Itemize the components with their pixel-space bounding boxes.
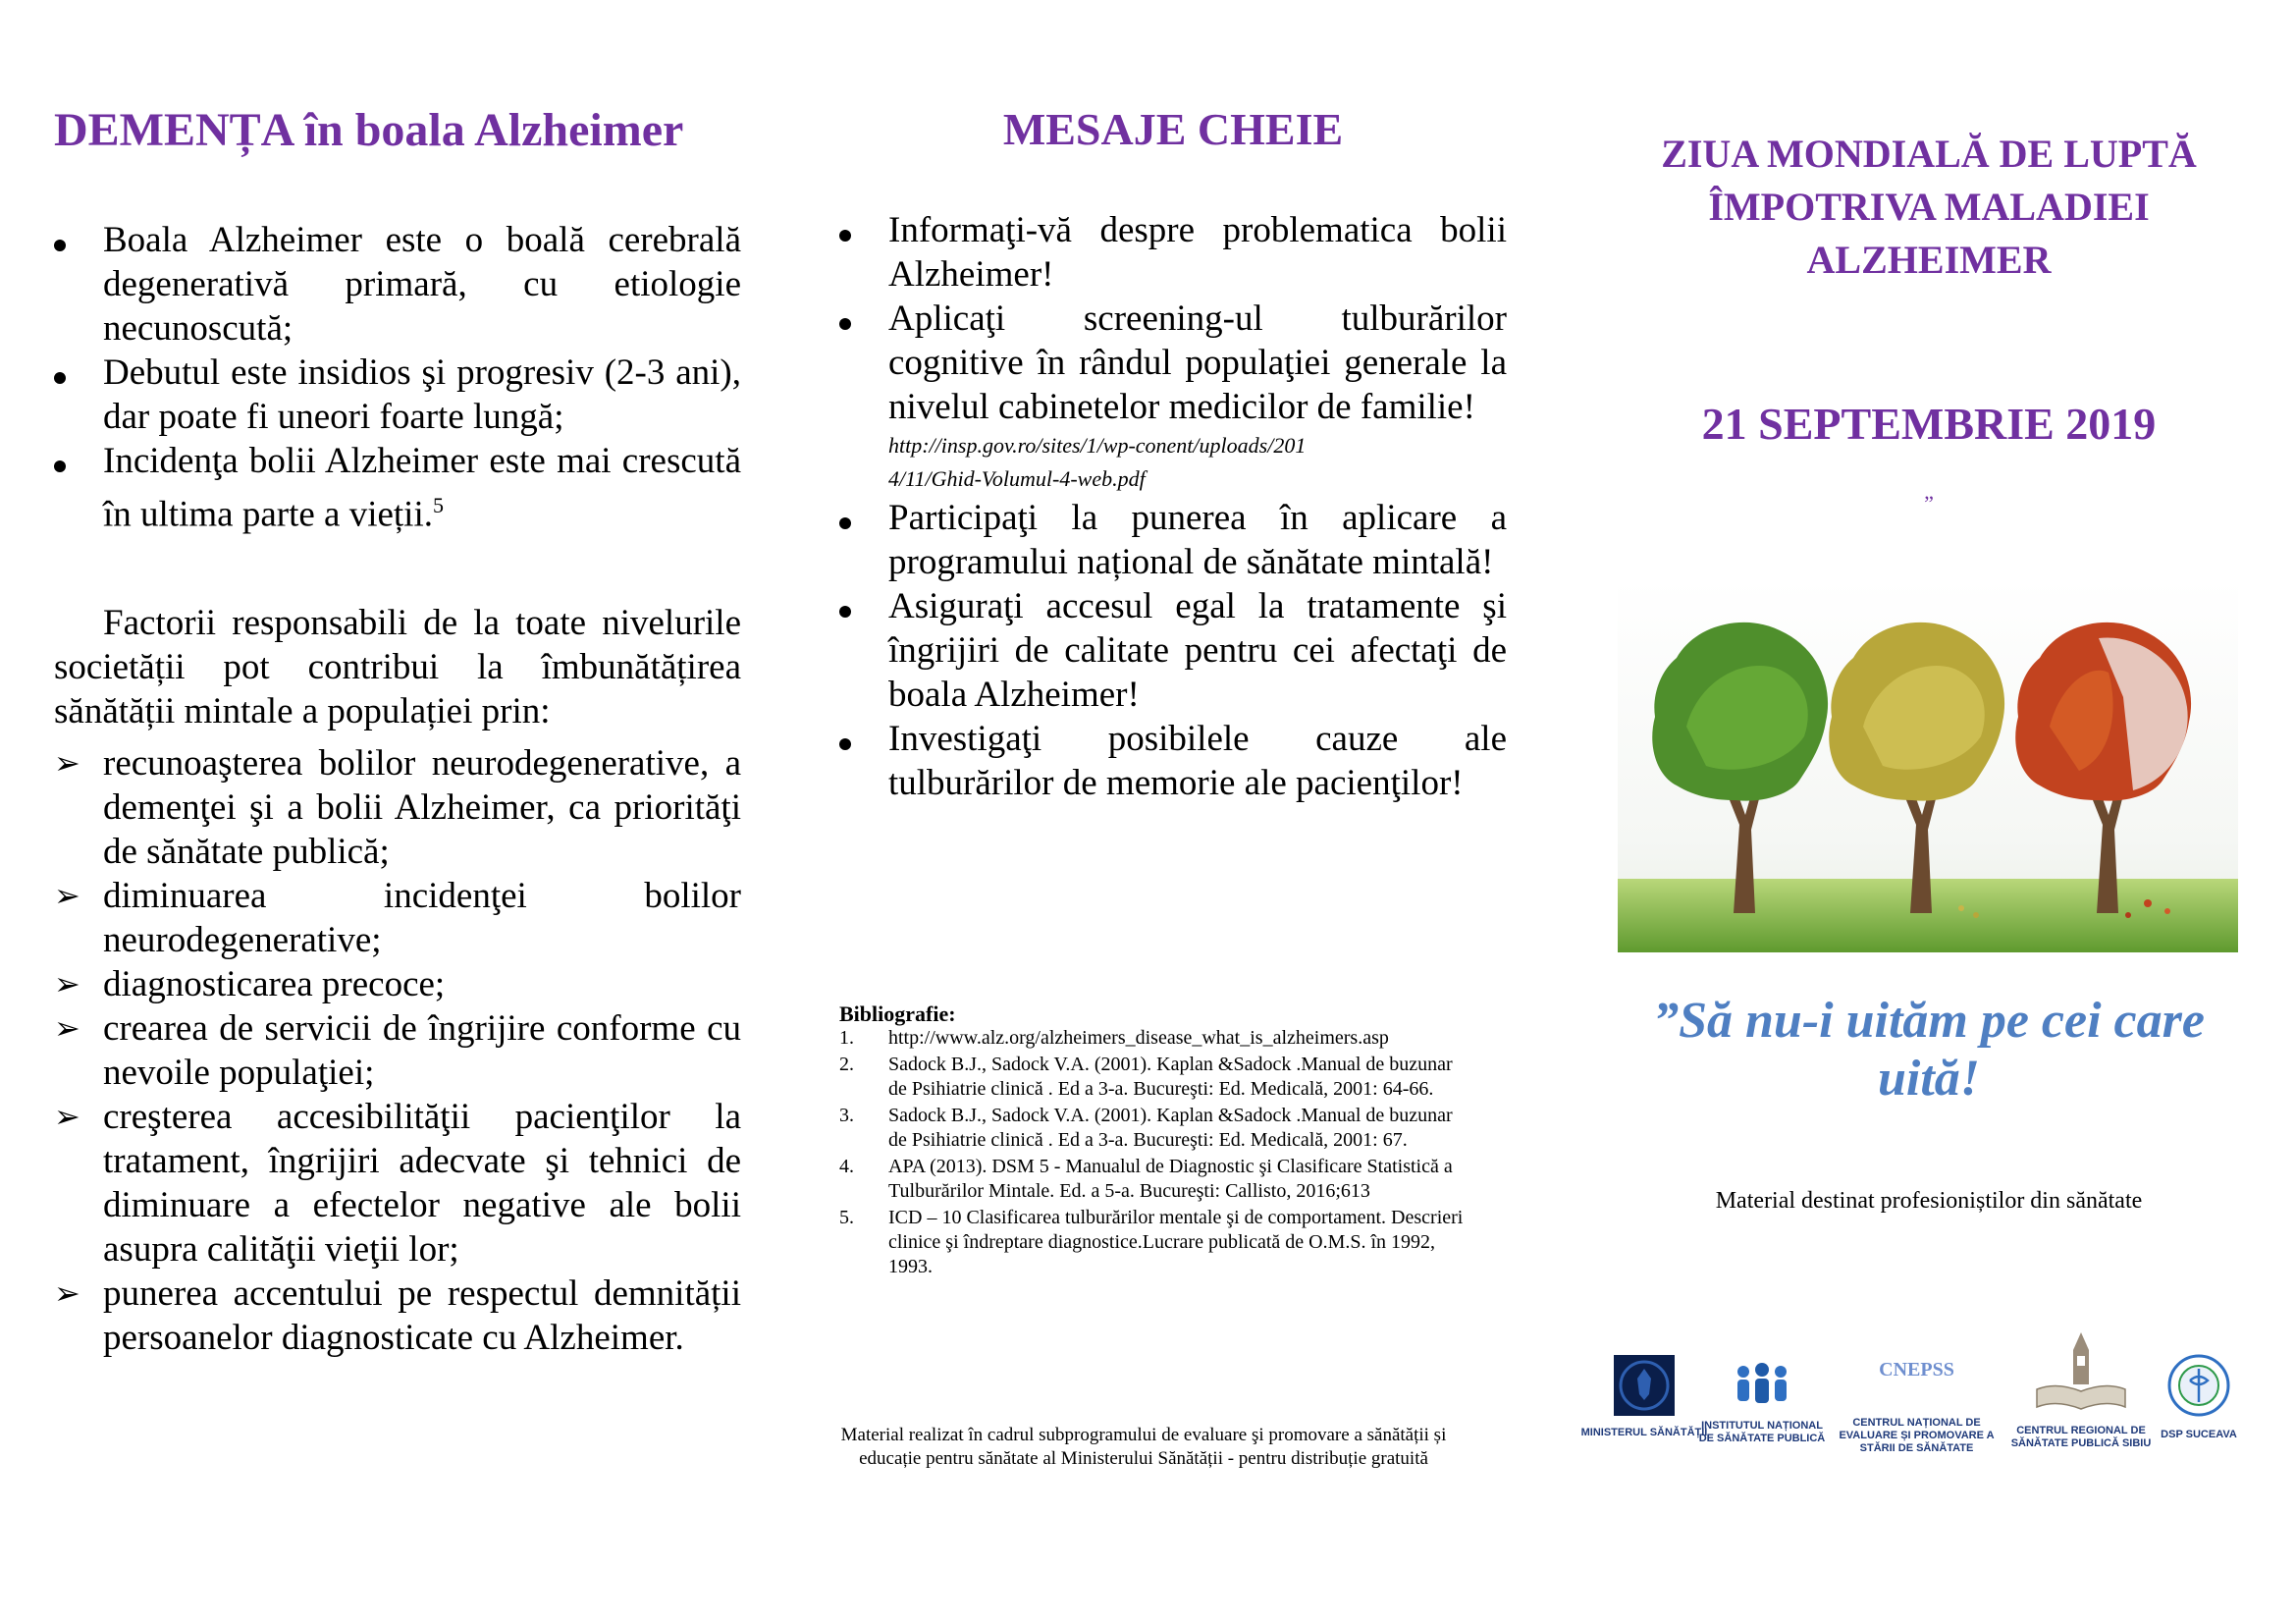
intro-paragraph: Factorii responsabili de la toate nivelurile societății pot contribui la îmbunătățirea sănătății mintale a populației prin: — [54, 603, 741, 731]
quote-mark: ” — [1924, 491, 1934, 515]
key-messages-list — [839, 208, 1507, 805]
cnepss-text-icon: CNEPSS — [1879, 1359, 1954, 1380]
list-item: Investigaţi posibilele cauze ale tulburărilor de memorie ale pacienţilor! — [839, 717, 1507, 805]
tree-heads-illustration — [1618, 579, 2238, 952]
arrow-bullet-icon: ➢ — [54, 1010, 80, 1046]
source-url-item — [839, 429, 1507, 496]
bullet-icon — [54, 351, 83, 395]
bullet-icon — [839, 208, 869, 252]
list-item: Participaţi la punerea în aplicare a programului național de sănătate mintală! — [839, 496, 1507, 584]
insp-people-icon — [1732, 1360, 1792, 1409]
bibliography-item: 3. Sadock B.J., Sadock V.A. (2001). Kaplan &Sadock .Manual de buzunar de Psihiatrie clinică . Ed a 3-a. Bucureşti: Ed. Medicală, 2001: 67. — [839, 1105, 1453, 1151]
bullet-icon — [54, 439, 83, 483]
bibliography-item: 5. ICD – 10 Clasificarea tulburărilor mentale şi de comportament. Descrieri clinice şi îndreptare diagnostice.Lucrare publicată de O.M.S. în 1992, 1993. — [839, 1207, 1464, 1277]
bibliography — [839, 1001, 1468, 1281]
dementia-facts-list — [54, 218, 741, 536]
arrow-bullet-icon: ➢ — [54, 745, 80, 781]
insp-logo: INSTITUTUL NAȚIONAL DE SĂNĂTATE PUBLICĂ — [1698, 1360, 1826, 1445]
list-item: Boala Alzheimer este o boală cerebrală degenerativă primară, cu etiologie necunoscută; — [54, 218, 741, 351]
dsp-suceava-logo: DSP SUCEAVA — [2160, 1353, 2238, 1441]
list-item: Asiguraţi accesul egal la tratamente şi îngrijiri de calitate pentru cei afectaţi de boala Alzheimer! — [839, 584, 1507, 717]
bibliography-title: Bibliografie: — [839, 1001, 956, 1026]
list-item: ➢ diminuarea incidenţei bolilor neurodegenerative; — [54, 876, 741, 960]
slogan: ”Să nu-i uităm pe cei care uită! — [1653, 993, 2205, 1107]
list-item: ➢ creşterea accesibilităţii pacienţilor la tratament, îngrijiri adecvate şi tehnici de diminuare a efectelor negative ale bolii asupra calităţii vieţii lor; — [54, 1097, 741, 1270]
list-item: Incidenţa bolii Alzheimer este mai crescută în ultima parte a vieții.$^5$ — [54, 439, 741, 536]
list-item: ➢ diagnosticarea precoce; — [54, 964, 446, 1004]
list-item: ➢ punerea accentului pe respectul demnității persoanelor diagnosticate cu Alzheimer. — [54, 1273, 741, 1358]
footnote-ref: 5 — [432, 493, 444, 517]
list-item: Aplicaţi screening-ul tulburărilor cognitive în rândul populaţiei generale la nivelul cabinetelor medicilor de familie! — [839, 297, 1507, 429]
bibliography-list — [839, 1026, 1468, 1279]
list-item: ➢ crearea de servicii de îngrijire conforme cu nevoile populaţiei; — [54, 1008, 741, 1093]
bullet-icon — [54, 218, 83, 262]
dsp-round-icon — [2166, 1353, 2231, 1418]
panel-title: DEMENȚA în boala Alzheimer — [54, 104, 684, 156]
funding-note: Material realizat în cadrul subprogramului de evaluare şi promovare a sănătății și educație pentru sănătate al Ministerului Sănătății - pentru distribuție gratuită — [840, 1425, 1447, 1469]
book-tower-icon — [2032, 1330, 2130, 1414]
cover-title: ZIUA MONDIALĂ DE LUPTĂ ÎMPOTRIVA MALADIEI ALZHEIMER — [1661, 132, 2197, 282]
cnepss-logo: CNEPSS CENTRUL NAȚIONAL DE EVALUARE ȘI PROMOVARE A STĂRII DE SĂNĂTATE — [1831, 1350, 2002, 1455]
list-item: ➢ recunoaşterea bolilor neurodegenerative, a demenţei şi a bolii Alzheimer, ca priorităţi de sănătate publică; — [54, 743, 741, 872]
crsp-sibiu-logo: CENTRUL REGIONAL DE SĂNĂTATE PUBLICĂ SIBIU — [1998, 1330, 2164, 1450]
bibliography-item: 4. APA (2013). DSM 5 - Manualul de Diagnostic şi Clasificare Statistică a Tulburărilor Mintale. Ed. a 5-a. Bucureşti: Callisto, 2016;613 — [839, 1156, 1453, 1202]
bibliography-item: 2. Sadock B.J., Sadock V.A. (2001). Kaplan &Sadock .Manual de buzunar de Psihiatrie clinică . Ed a 3-a. Bucureşti: Ed. Medicală, 2001: 64-66. — [839, 1054, 1453, 1100]
arrow-bullet-icon: ➢ — [54, 878, 80, 913]
panel-title: MESAJE CHEIE — [1002, 104, 1344, 154]
bullet-icon — [839, 297, 869, 341]
audience-note: Material destinat profesioniștilor din sănătate — [1715, 1188, 2143, 1214]
list-item: Informaţi-vă despre problematica bolii Alzheimer! — [839, 208, 1507, 297]
source-url: http://insp.gov.ro/sites/1/wp-conent/uploads/2014/11/Ghid-Volumul-4-web.pdf — [888, 433, 1307, 491]
arrow-bullet-icon: ➢ — [54, 1099, 80, 1134]
actions-list — [54, 741, 741, 1360]
list-item: Debutul este insidios şi progresiv (2-3 ani), dar poate fi uneori foarte lungă; — [54, 351, 741, 439]
ministry-logo: MINISTERUL SĂNĂTĂȚII — [1580, 1355, 1708, 1439]
bullet-icon — [839, 717, 869, 761]
arrow-bullet-icon: ➢ — [54, 966, 80, 1001]
bullet-icon — [839, 496, 869, 540]
bibliography-item: 1. http://www.alz.org/alzheimers_disease_what_is_alzheimers.asp — [839, 1027, 1389, 1049]
arrow-bullet-icon: ➢ — [54, 1275, 80, 1311]
event-date: 21 SEPTEMBRIE 2019 — [1701, 399, 2157, 449]
ministry-seal-icon — [1614, 1355, 1675, 1416]
bullet-icon — [839, 584, 869, 628]
